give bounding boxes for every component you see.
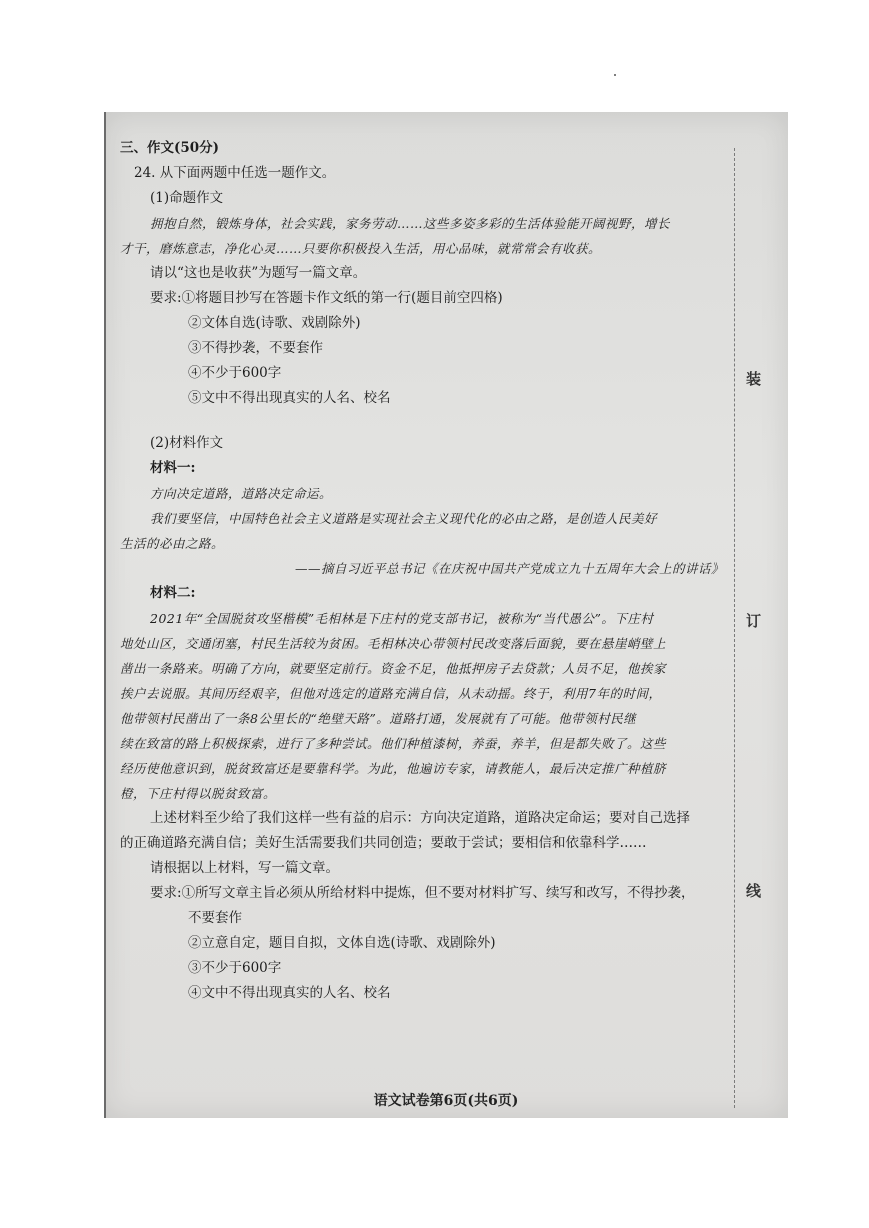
part2-req-item: ①所写文章主旨必须从所给材料中提炼，但不要对材料扩写、续写和改写，不得抄袭， — [181, 885, 695, 901]
part1-text-line: 才干，磨炼意志，净化心灵……只要你积极投入生活，用心品味，就常常会有收获。 — [120, 241, 602, 256]
part1-text-line: 拥抱自然，锻炼身体，社会实践，家务劳动……这些多姿多彩的生活体验能开阔视野，增长 — [150, 216, 671, 231]
binding-mark-zhuang: 装 — [746, 370, 762, 388]
part1-title: (1)命题作文 — [150, 190, 224, 206]
part1-req-item: ②文体自选(诗歌、戏剧除外) — [188, 315, 361, 331]
insight-line: 上述材料至少给了我们这样一些有益的启示：方向决定道路，道路决定命运；要对自己选择 — [150, 810, 690, 826]
part2-req-item: 不要套作 — [188, 910, 242, 926]
material2-line: 凿出一条路来。明确了方向，就要坚定前行。资金不足，他抵押房子去贷款；人员不足，他挨家 — [120, 661, 667, 676]
material2-label: 材料二: — [150, 585, 196, 601]
material2-line: 2021年“全国脱贫攻坚楷模”毛相林是下庄村的党支部书记，被称为“当代愚公”。下庄村 — [150, 611, 654, 626]
question-intro: 24. 从下面两题中任选一题作文。 — [134, 165, 336, 181]
part2-req-item: ④文中不得出现真实的人名、校名 — [188, 985, 391, 1001]
part2-requirement — [120, 881, 740, 906]
part2-prompt: 请根据以上材料，写一篇文章。 — [150, 860, 339, 876]
exam-page — [104, 112, 788, 1118]
material2-line: 续在致富的路上积极探索，进行了多种尝试。他们种植漆树，养蚕，养羊，但是都失败了。这些 — [120, 736, 667, 751]
material1-line: 生活的必由之路。 — [120, 536, 225, 551]
material2-line: 经历使他意识到，脱贫致富还是要靠科学。为此，他遍访专家，请教能人，最后决定推广种植脐 — [120, 761, 667, 776]
part1-requirement — [120, 286, 740, 311]
part1-req-item: ①将题目抄写在答题卡作文纸的第一行(题目前空四格) — [181, 290, 503, 306]
binding-mark-xian: 线 — [746, 882, 762, 900]
part2-req-item: ②立意自定，题目自拟，文体自选(诗歌、戏剧除外) — [188, 935, 496, 951]
section-heading: 三、作文(50分) — [120, 140, 220, 156]
part1-req-item: ③不得抄袭，不要套作 — [188, 340, 323, 356]
material2-line: 橙，下庄村得以脱贫致富。 — [120, 786, 277, 801]
binding-mark-ding: 订 — [746, 612, 762, 630]
material2-line: 挨户去说服。其间历经艰辛，但他对选定的道路充满自信，从未动摇。终于，利用7年的时间， — [120, 686, 662, 701]
insight-line: 的正确道路充满自信；美好生活需要我们共同创造；要敢于尝试；要相信和依靠科学…… — [120, 835, 647, 851]
material1-source: ——摘自习近平总书记《在庆祝中国共产党成立九十五周年大会上的讲话》 — [294, 561, 724, 576]
part1-req-item: ④不少于600字 — [188, 365, 282, 381]
material1-line: 方向决定道路，道路决定命运。 — [150, 486, 333, 501]
material2-line: 他带领村民凿出了一条8公里长的“绝壁天路”。道路打通，发展就有了可能。他带领村民继 — [120, 711, 637, 726]
exam-content — [120, 136, 740, 1006]
page-footer: 语文试卷第6页(共6页) — [373, 1093, 519, 1109]
part2-req-item: ③不少于600字 — [188, 960, 282, 976]
part1-req-label: 要求: — [150, 290, 182, 306]
part1-prompt: 请以“这也是收获”为题写一篇文章。 — [150, 265, 367, 281]
material2-line: 地处山区，交通闭塞，村民生活较为贫困。毛相林决心带领村民改变落后面貌，要在悬崖峭壁上 — [120, 636, 667, 651]
part2-title: (2)材料作文 — [150, 435, 224, 451]
part2-req-label: 要求: — [150, 885, 182, 901]
part1-req-item: ⑤文中不得出现真实的人名、校名 — [188, 390, 391, 406]
material1-label: 材料一: — [150, 460, 196, 476]
material1-line: 我们要坚信，中国特色社会主义道路是实现社会主义现代化的必由之路，是创造人民美好 — [150, 511, 658, 526]
stray-dot — [614, 74, 616, 76]
